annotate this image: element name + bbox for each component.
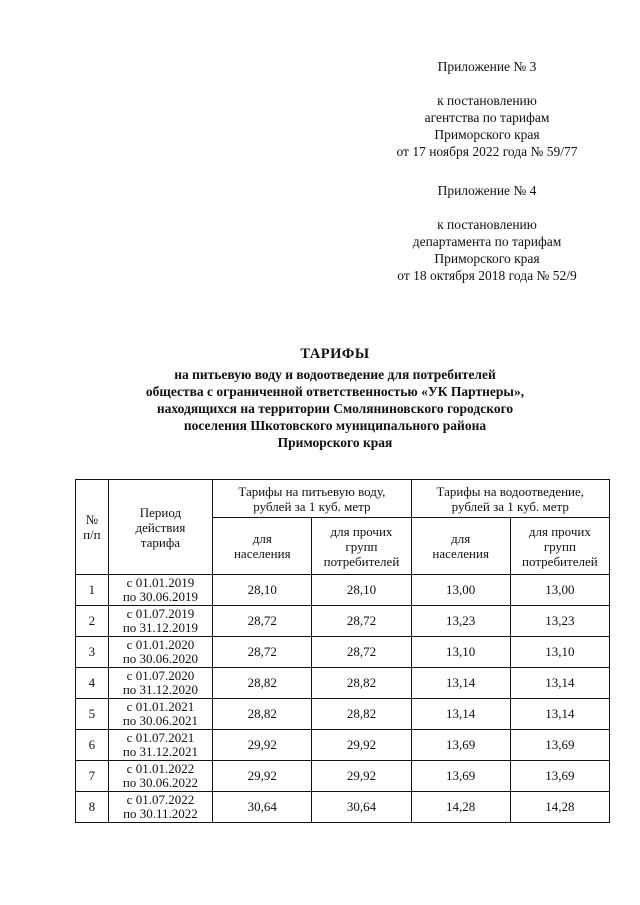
header-other-line: потребителей: [522, 553, 598, 569]
period-from: с 01.01.2022: [126, 761, 195, 776]
row-number: 7: [76, 761, 109, 792]
sewage-other-value: 13,14: [510, 668, 609, 699]
table-row: [76, 699, 610, 730]
header-sewage-line: рублей за 1 куб. метр: [451, 498, 569, 514]
sewage-other-value: 13,14: [510, 699, 609, 730]
row-period: [108, 606, 212, 637]
header-other-line: для прочих: [528, 523, 591, 539]
header-sewage: [411, 480, 609, 518]
sewage-other-value: 14,28: [510, 792, 609, 823]
header-population-line: населения: [233, 546, 291, 561]
water-other-value: 29,92: [312, 761, 411, 792]
header-period-line: действия: [135, 519, 186, 535]
header-water: [213, 480, 411, 518]
header-population-line: населения: [432, 546, 489, 561]
row-period: [108, 792, 212, 823]
sewage-other-value: 13,10: [510, 637, 609, 668]
header-water-population: [213, 518, 312, 575]
appendix-4-line: от 18 октября 2018 года № 52/9: [397, 268, 577, 283]
table-row: [76, 575, 610, 606]
row-period: [108, 730, 212, 761]
water-population-value: 28,72: [213, 637, 312, 668]
row-period: [108, 668, 212, 699]
water-population-value: 28,82: [213, 668, 312, 699]
sewage-population-value: 13,00: [411, 575, 510, 606]
appendix-3-line: от 17 ноября 2022 года № 59/77: [396, 144, 578, 159]
water-other-value: 29,92: [312, 730, 411, 761]
water-population-value: 29,92: [213, 730, 312, 761]
header-number: [76, 480, 109, 575]
period-to: по 30.06.2022: [122, 775, 199, 790]
appendix-3-block: [372, 58, 602, 160]
header-other-line: групп: [543, 538, 576, 554]
period-from: с 01.01.2020: [126, 637, 195, 652]
row-period: [108, 637, 212, 668]
sewage-other-value: 13,69: [510, 761, 609, 792]
appendix-3-line: к постановлению: [437, 93, 537, 108]
header-other-line: потребителей: [323, 553, 400, 569]
period-to: по 30.11.2022: [123, 806, 198, 821]
period-from: с 01.07.2019: [126, 606, 195, 621]
appendix-4-line: департамента по тарифам: [412, 234, 562, 249]
water-other-value: 28,10: [312, 575, 411, 606]
header-population-line: для: [252, 531, 272, 546]
row-period: [108, 761, 212, 792]
water-other-value: 28,82: [312, 699, 411, 730]
sewage-other-value: 13,23: [510, 606, 609, 637]
header-sewage-other: [510, 518, 609, 575]
document-title: [100, 346, 570, 451]
header-water-line: рублей за 1 куб. метр: [253, 498, 371, 514]
table-row: [76, 761, 610, 792]
water-population-value: 29,92: [213, 761, 312, 792]
row-number: 3: [76, 637, 109, 668]
period-from: с 01.01.2021: [126, 699, 195, 714]
row-period: [108, 575, 212, 606]
sewage-population-value: 13,14: [411, 699, 510, 730]
water-other-value: 28,82: [312, 668, 411, 699]
header-water-other: [312, 518, 411, 575]
appendix-3-line: агентства по тарифам: [424, 110, 550, 125]
header-number-line: №: [85, 512, 99, 527]
sewage-population-value: 13,10: [411, 637, 510, 668]
water-other-value: 30,64: [312, 792, 411, 823]
period-to: по 31.12.2019: [122, 620, 199, 635]
period-from: с 01.07.2021: [126, 730, 195, 745]
row-period: [108, 699, 212, 730]
row-number: 8: [76, 792, 109, 823]
row-number: 6: [76, 730, 109, 761]
row-number: 5: [76, 699, 109, 730]
title-main: ТАРИФЫ: [300, 346, 370, 362]
appendix-4-heading: Приложение № 4: [437, 183, 537, 198]
header-sewage-line: Тарифы на водоотведение,: [436, 483, 585, 499]
table-row: [76, 792, 610, 823]
title-line: на питьевую воду и водоотведение для потребителей: [174, 367, 496, 382]
table-row: [76, 637, 610, 668]
table-row: [76, 730, 610, 761]
header-water-line: Тарифы на питьевую воду,: [238, 483, 386, 499]
row-number: 4: [76, 668, 109, 699]
water-other-value: 28,72: [312, 606, 411, 637]
sewage-population-value: 13,69: [411, 730, 510, 761]
title-line: находящихся на территории Смоляниновского городского: [156, 401, 514, 416]
table-row: [76, 668, 610, 699]
header-period: [108, 480, 212, 575]
appendix-3-line: Приморского края: [434, 127, 540, 142]
water-population-value: 28,72: [213, 606, 312, 637]
period-from: с 01.07.2022: [126, 792, 195, 807]
sewage-population-value: 13,14: [411, 668, 510, 699]
period-to: по 30.06.2019: [122, 589, 199, 604]
water-population-value: 28,82: [213, 699, 312, 730]
row-number: 2: [76, 606, 109, 637]
title-line: общества с ограниченной ответственностью «УК Партнеры»,: [145, 384, 525, 399]
header-period-line: Период: [139, 504, 182, 520]
appendix-4-line: Приморского края: [434, 251, 540, 266]
sewage-other-value: 13,69: [510, 730, 609, 761]
water-population-value: 28,10: [213, 575, 312, 606]
header-other-line: для прочих: [330, 523, 393, 539]
period-to: по 30.06.2021: [122, 713, 199, 728]
sewage-population-value: 13,69: [411, 761, 510, 792]
period-to: по 31.12.2021: [122, 744, 199, 759]
period-to: по 31.12.2020: [122, 682, 199, 697]
period-from: с 01.01.2019: [126, 575, 195, 590]
title-line: поселения Шкотовского муниципального района: [183, 418, 487, 433]
appendix-4-line: к постановлению: [437, 217, 537, 232]
header-population-line: для: [451, 531, 471, 546]
header-other-line: групп: [345, 538, 378, 554]
water-other-value: 28,72: [312, 637, 411, 668]
row-number: 1: [76, 575, 109, 606]
table-row: [76, 606, 610, 637]
appendix-3-heading: Приложение № 3: [437, 59, 537, 74]
appendix-4-block: [372, 182, 602, 284]
sewage-population-value: 13,23: [411, 606, 510, 637]
tariff-table: [75, 479, 610, 823]
sewage-other-value: 13,00: [510, 575, 609, 606]
title-line: Приморского края: [277, 435, 393, 450]
period-to: по 30.06.2020: [122, 651, 199, 666]
header-number-line: п/п: [83, 527, 101, 542]
header-sewage-population: [411, 518, 510, 575]
sewage-population-value: 14,28: [411, 792, 510, 823]
header-period-line: тарифа: [140, 534, 181, 550]
period-from: с 01.07.2020: [126, 668, 195, 683]
water-population-value: 30,64: [213, 792, 312, 823]
